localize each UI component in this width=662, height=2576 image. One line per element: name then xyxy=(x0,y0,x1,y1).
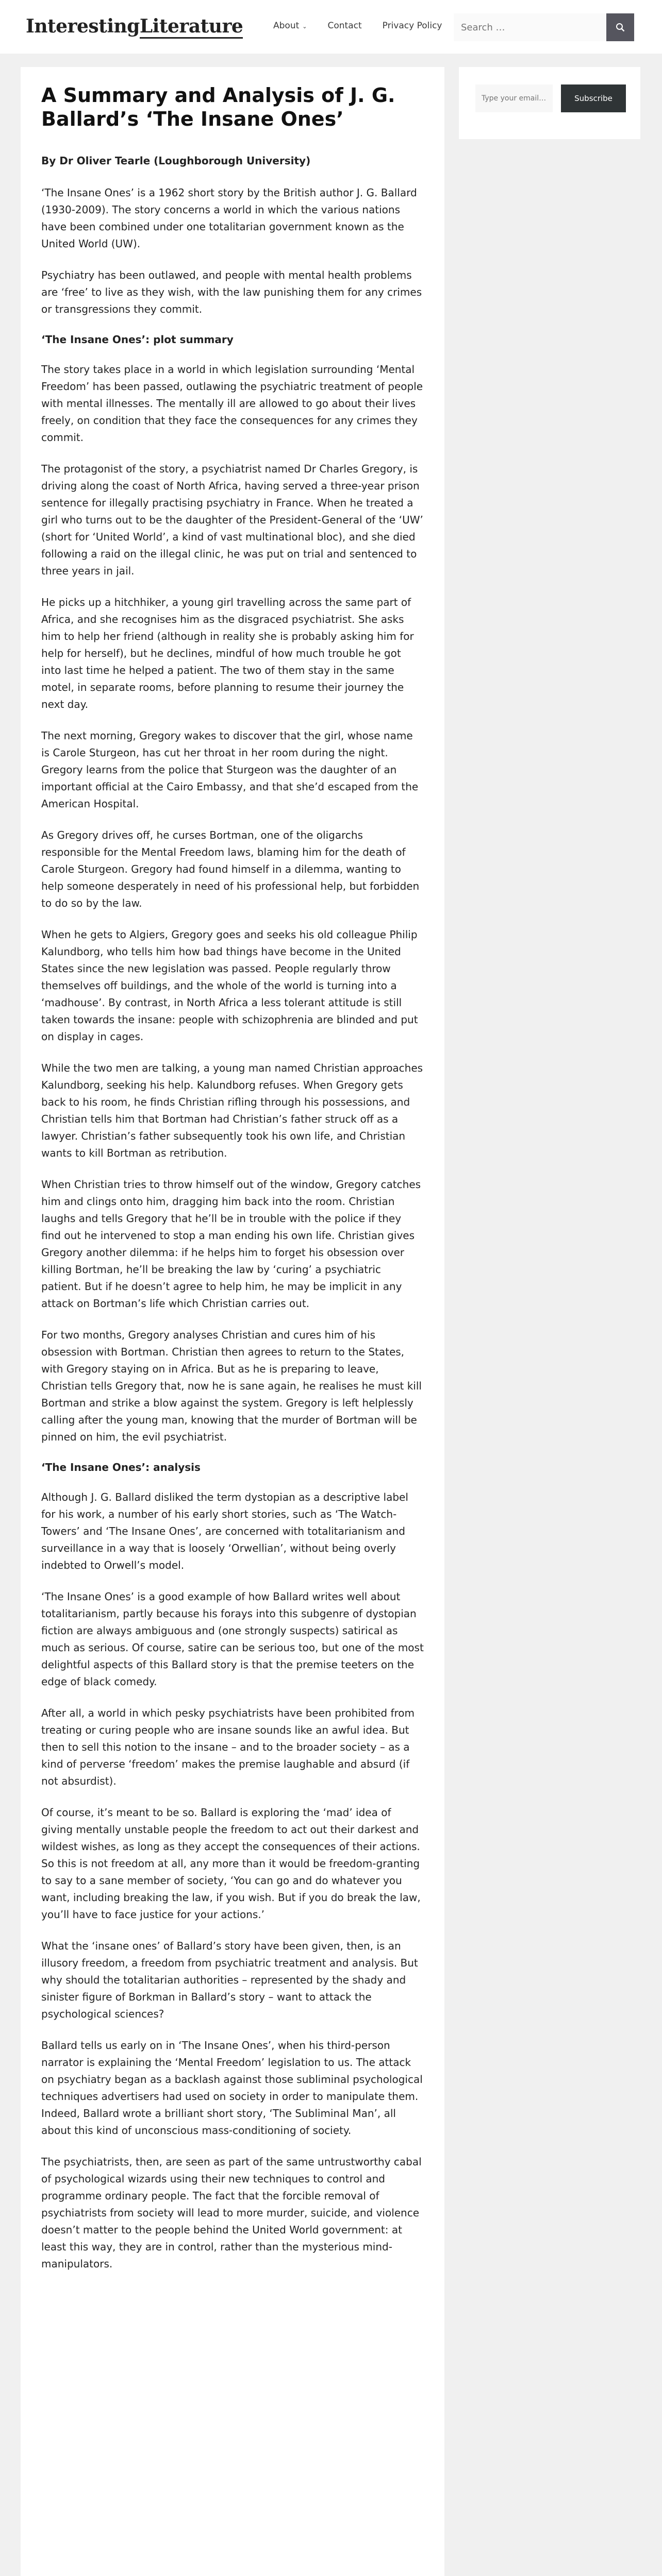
sidebar-subscribe-widget xyxy=(459,67,640,139)
chevron-down-icon: ⌄ xyxy=(302,23,307,30)
article-paragraph: The story takes place in a world in which legislation surrounding ‘Mental Freedom’ has been passed, outlawing the psychiatric treatment of people with mental illnesses. The mentally ill are allowed to go about their lives freely, on condition that they face the consequences for any crimes they commit. xyxy=(41,363,423,444)
byline: By Dr Oliver Tearle (Loughborough University) xyxy=(41,155,311,167)
article-paragraph: The psychiatrists, then, are seen as part of the same untrustworthy cabal of psychological wizards using their new techniques to control and programme ordinary people. The fact that the forcible removal of psychiatrists from society will lead to more murder, suicide, and violence doesn’t matter to the people behind the United World government: at least this way, they are in control, rather than the mysterious mind-manipulators. xyxy=(41,2156,422,2270)
article-paragraph: After all, a world in which pesky psychiatrists have been prohibited from treating or curing people who are insane sounds like an awful idea. But then to sell this notion to the insane – and to the broader society – as a kind of perverse ‘freedom’ makes the premise laughable and absurd (if not absurdist). xyxy=(41,1707,415,1787)
article-paragraph: What the ‘insane ones’ of Ballard’s story have been given, then, is an illusory freedom, a freedom from psychiatric treatment and analysis. But why should the totalitarian authorities – represented by the shady and sinister figure of Borkman in Ballard’s story – want to attack the psychological sciences? xyxy=(41,1940,418,2020)
page-title: A Summary and Analysis of J. G. Ballard’s ‘The Insane Ones’ xyxy=(41,84,395,130)
nav-item-label: About xyxy=(273,21,300,31)
main-navigation xyxy=(273,21,462,31)
section-heading: ‘The Insane Ones’: plot summary xyxy=(41,333,234,346)
article-paragraph: ‘The Insane Ones’ is a 1962 short story by the British author J. G. Ballard (1930-2009). The story concerns a world in which the various nations have been combined under one totalitarian government known as the United World (UW). xyxy=(41,187,417,250)
logo-part2: Literature xyxy=(140,15,243,39)
search-form xyxy=(454,13,639,41)
article-paragraph: ‘The Insane Ones’ is a good example of how Ballard writes well about totalitarianism, partly because his forays into this subgenre of dystopian fiction are always ambiguous and (one strongly suspects) satirical as much as serious. Of course, satire can be serious too, but one of the most delightful aspects of this Ballard story is that the premise teeters on the edge of black comedy. xyxy=(41,1590,424,1688)
article-paragraph: Ballard tells us early on in ‘The Insane Ones’, when his third-person narrator is explaining the ‘Mental Freedom’ legislation to us. The attack on psychiatry began as a backlash against those subliminal psychological techniques advertisers had used on society in order to manipulate them. Indeed, Ballard wrote a brilliant short story, ‘The Subliminal Man’, all about this kind of unconscious mass-conditioning of society. xyxy=(41,2039,423,2137)
search-input[interactable] xyxy=(454,13,606,41)
section-heading: ‘The Insane Ones’: analysis xyxy=(41,1461,201,1473)
nav-item-about[interactable] xyxy=(273,21,307,31)
search-icon xyxy=(616,23,625,32)
nav-item-label: Privacy Policy xyxy=(382,21,442,31)
nav-item-contact[interactable] xyxy=(327,21,361,31)
sidebar-subscribe-form xyxy=(475,84,626,112)
site-logo[interactable] xyxy=(26,15,243,37)
article-paragraph: For two months, Gregory analyses Christian and cures him of his obsession with Bortman. Christian then agrees to return to the States, with Gregory staying on in Africa. But as he is preparing to leave, Christian tells Gregory that, now he is sane again, he realises he must kill Bortman and strike a blow against the system. Gregory is left helplessly calling after the young man, knowing that the murder of Bortman will be pinned on him, the evil psychiatrist. xyxy=(41,1329,422,1443)
article xyxy=(21,67,444,2576)
article-paragraph: He picks up a hitchhiker, a young girl travelling across the same part of Africa, and she recognises him as the disgraced psychiatrist. She asks him to help her friend (although in reality she is probably asking him for help for herself), but he declines, mindful of how much trouble he got into last time he helped a patient. The two of them stay in the same motel, in separate rooms, before planning to resume their journey the next day. xyxy=(41,596,414,710)
article-paragraph: Psychiatry has been outlawed, and people with mental health problems are ‘free’ to live as they wish, with the law punishing them for any crimes or transgressions they commit. xyxy=(41,269,422,315)
article-paragraph: While the two men are talking, a young man named Christian approaches Kalundborg, seeking his help. Kalundborg refuses. When Gregory gets back to his room, he finds Christian rifling through his possessions, and Christian tells him that Bortman had Christian’s father struck off as a lawyer. Christian’s father subsequently took his own life, and Christian wants to kill Bortman as retribution. xyxy=(41,1062,423,1159)
article-paragraph: As Gregory drives off, he curses Bortman, one of the oligarchs responsible for the Mental Freedom laws, blaming him for the death of Carole Sturgeon. Gregory had found himself in a dilemma, wanting to help someone desperately in need of his professional help, but forbidden to do so by the law. xyxy=(41,829,420,909)
article-body xyxy=(41,184,424,2273)
article-paragraph: Of course, it’s meant to be so. Ballard is exploring the ‘mad’ idea of giving mentally unstable people the freedom to act out their darkest and wildest wishes, as long as they accept the consequences of their actions. So this is not freedom at all, any more than it would be freedom-granting to say to a sane member of society, ‘You can go and do whatever you want, including breaking the law, if you wish. But if you do break the law, you’ll have to face justice for your actions.’ xyxy=(41,1806,421,1921)
nav-item-label: Contact xyxy=(327,21,362,31)
article-paragraph: The protagonist of the story, a psychiatrist named Dr Charles Gregory, is driving along the coast of North Africa, having served a three-year prison sentence for illegally practising psychiatry in France. When he treated a girl who turns out to be the daughter of the President-General of the ‘UW’ (short for ‘United World’, a kind of vast multinational bloc), and she died following a raid on the illegal clinic, he was put on trial and sentenced to three years in jail. xyxy=(41,463,423,577)
article-paragraph: The next morning, Gregory wakes to discover that the girl, whose name is Carole Sturgeon, has cut her throat in her room during the night. Gregory learns from the police that Sturgeon was the daughter of an important official at the Cairo Embassy, and that she’d escaped from the American Hospital. xyxy=(41,730,419,810)
site-header xyxy=(0,0,662,54)
article-paragraph: When he gets to Algiers, Gregory goes and seeks his old colleague Philip Kalundborg, who tells him how bad things have become in the United States since the new legislation was passed. People regularly throw themselves off buildings, and the whole of the world is turning into a ‘madhouse’. By contrast, in North Africa a less tolerant attitude is still taken towards the insane: people with schizophrenia are blinded and put on display in cages. xyxy=(41,928,418,1043)
sidebar-subscribe-button[interactable]: Subscribe xyxy=(561,84,626,112)
article-paragraph: When Christian tries to throw himself out of the window, Gregory catches him and clings onto him, dragging him back into the room. Christian laughs and tells Gregory that he’ll be in trouble with the police if they find out he intervened to stop a man ending his own life. Christian gives Gregory another dilemma: if he helps him to forget his obsession over killing Bortman, he’ll be breaking the law by ‘curing’ a psychiatric patient. But if he doesn’t agree to help him, he may be implicit in any attack on Bortman’s life which Christian carries out. xyxy=(41,1178,421,1310)
article-paragraph: Although J. G. Ballard disliked the term dystopian as a descriptive label for his work, a number of his early short stories, such as ‘The Watch-Towers’ and ‘The Insane Ones’, are concerned with totalitarianism and surveillance in a way that is loosely ‘Orwellian’, without being overly indebted to Orwell’s model. xyxy=(41,1491,408,1571)
nav-item-privacy-policy[interactable] xyxy=(383,21,442,31)
logo-part1: Interesting xyxy=(26,15,140,37)
sidebar-email-field[interactable] xyxy=(475,84,553,112)
search-button[interactable] xyxy=(606,13,634,41)
